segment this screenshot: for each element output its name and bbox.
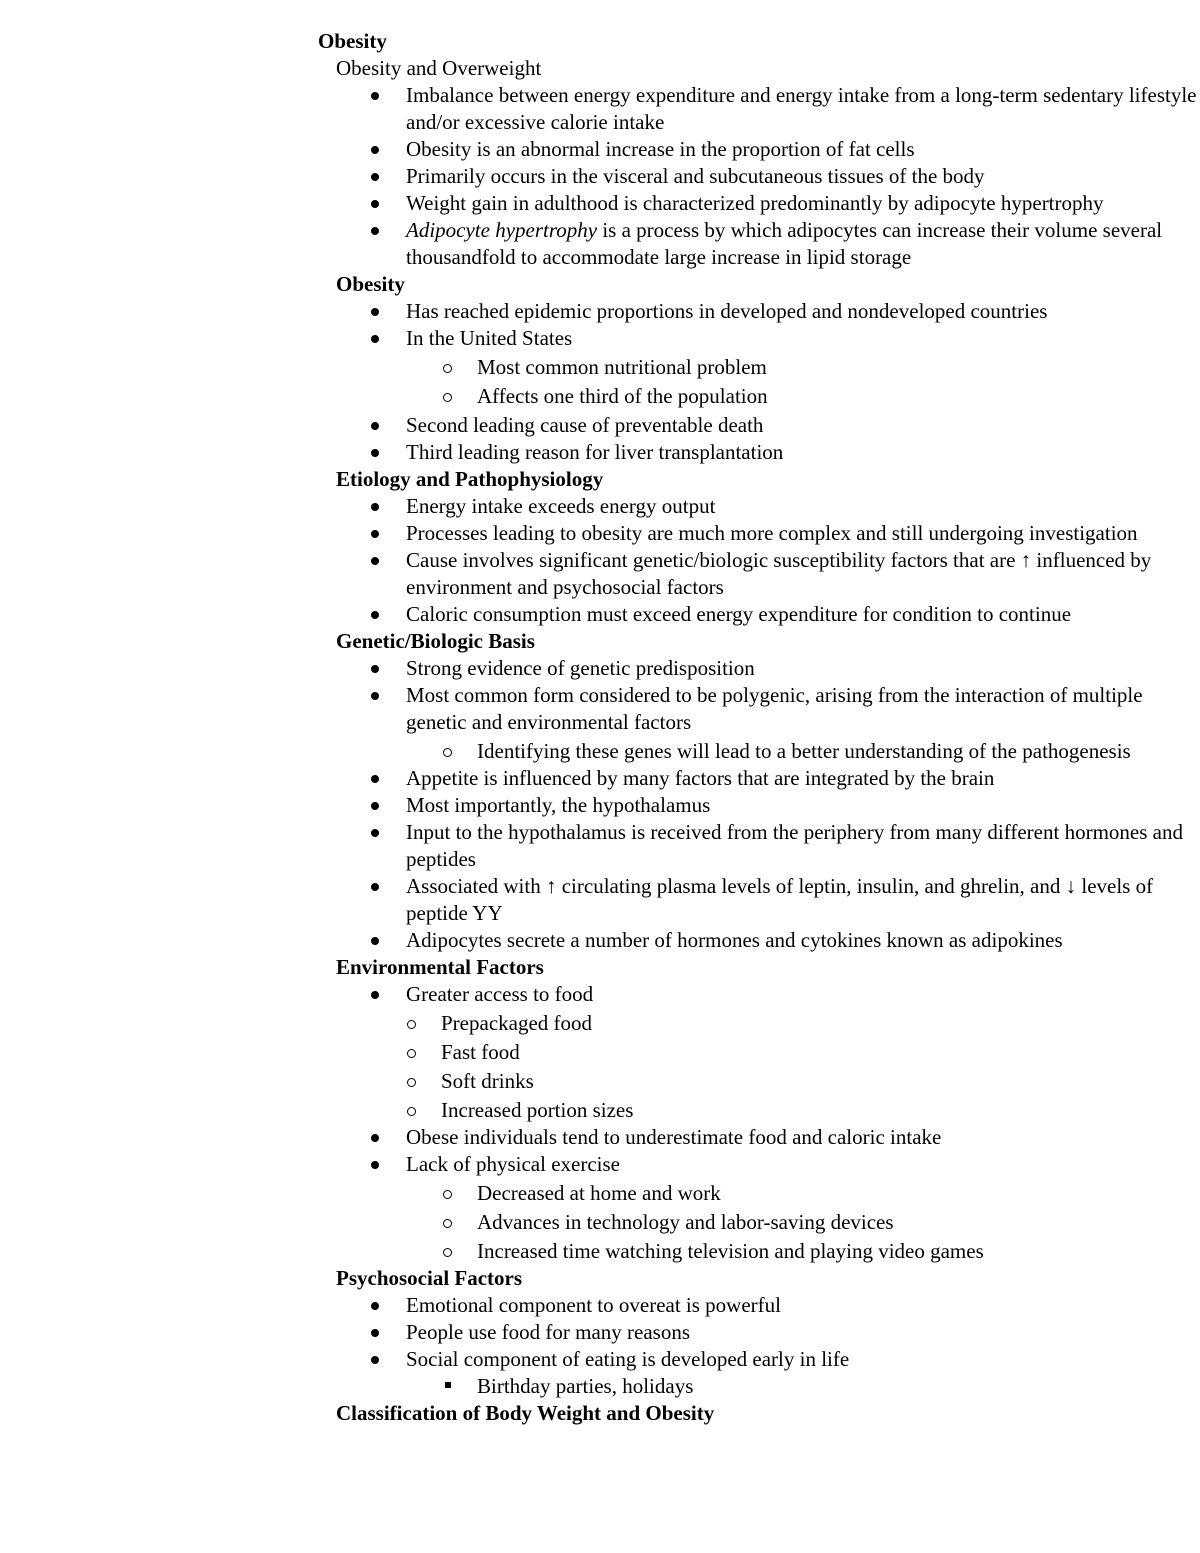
list-item: Emotional component to overeat is powerful <box>406 1293 781 1317</box>
list-item: Cause involves significant genetic/biologic susceptibility factors that are ↑ influenced by environment and psychosocial factors <box>406 548 1152 599</box>
sub-list-item: Affects one third of the population <box>477 384 768 408</box>
list-item: Third leading reason for liver transplantation <box>406 440 784 464</box>
section-heading-psychosocial: Psychosocial Factors <box>336 1266 523 1290</box>
list-item: Most importantly, the hypothalamus <box>406 793 711 817</box>
list-item: Second leading cause of preventable death <box>406 413 764 437</box>
italic-term: Adipocyte hypertrophy <box>406 218 598 242</box>
sub-list-item: Identifying these genes will lead to a better understanding of the pathogenesis <box>477 739 1131 763</box>
list-item: Has reached epidemic proportions in developed and nondeveloped countries <box>406 299 1048 323</box>
section-subtitle: Obesity and Overweight <box>336 56 542 80</box>
section-heading-classification: Classification of Body Weight and Obesity <box>336 1401 715 1425</box>
sub-list-item: Birthday parties, holidays <box>477 1374 694 1398</box>
sub-list-item: Most common nutritional problem <box>477 355 767 379</box>
sub-list-item: Decreased at home and work <box>477 1181 721 1205</box>
document-body <box>318 28 1198 1427</box>
list-item: Primarily occurs in the visceral and subcutaneous tissues of the body <box>406 164 985 188</box>
section-heading-genetic: Genetic/Biologic Basis <box>336 629 535 653</box>
list-item: Input to the hypothalamus is received from the periphery from many different hormones and peptides <box>406 820 1183 871</box>
list-item: Most common form considered to be polygenic, arising from the interaction of multiple genetic and environmental factors <box>406 683 1143 734</box>
list-item: In the United States <box>406 326 573 350</box>
list-item: Energy intake exceeds energy output <box>406 494 716 518</box>
sub-list-item: Prepackaged food <box>441 1011 593 1035</box>
list-item: Lack of physical exercise <box>406 1152 620 1176</box>
list-item: Weight gain in adulthood is characterized predominantly by adipocyte hypertrophy <box>406 191 1104 215</box>
list-item: People use food for many reasons <box>406 1320 691 1344</box>
list-item: Caloric consumption must exceed energy expenditure for condition to continue <box>406 602 1072 626</box>
list-item: Strong evidence of genetic predisposition <box>406 656 755 680</box>
list-item: Obesity is an abnormal increase in the proportion of fat cells <box>406 137 915 161</box>
list-item: Social component of eating is developed early in life <box>406 1347 850 1371</box>
list-item: Processes leading to obesity are much more complex and still undergoing investigation <box>406 521 1138 545</box>
list-item: Imbalance between energy expenditure and energy intake from a long-term sedentary lifestyle and/or excessive calorie intake <box>406 83 1197 134</box>
section-heading-etiology: Etiology and Pathophysiology <box>336 467 604 491</box>
sub-list-item: Increased time watching television and playing video games <box>477 1239 984 1263</box>
list-item: Greater access to food <box>406 982 594 1006</box>
list-item: Associated with ↑ circulating plasma levels of leptin, insulin, and ghrelin, and ↓ levels of peptide YY <box>406 874 1154 925</box>
list-item: Adipocyte hypertrophy is a process by which adipocytes can increase their volume several thousandfold to accommodate large increase in lipid storage <box>406 218 1163 269</box>
list-item: Appetite is influenced by many factors that are integrated by the brain <box>406 766 995 790</box>
section-heading-obesity: Obesity <box>336 272 405 296</box>
list-item: Adipocytes secrete a number of hormones and cytokines known as adipokines <box>406 928 1063 952</box>
sub-list-item: Fast food <box>441 1040 520 1064</box>
section-heading-environmental: Environmental Factors <box>336 955 544 979</box>
sub-list-item: Advances in technology and labor-saving devices <box>477 1210 894 1234</box>
sub-list-item: Increased portion sizes <box>441 1098 634 1122</box>
list-item: Obese individuals tend to underestimate food and caloric intake <box>406 1125 942 1149</box>
sub-list-item: Soft drinks <box>441 1069 534 1093</box>
document-title: Obesity <box>318 29 387 53</box>
